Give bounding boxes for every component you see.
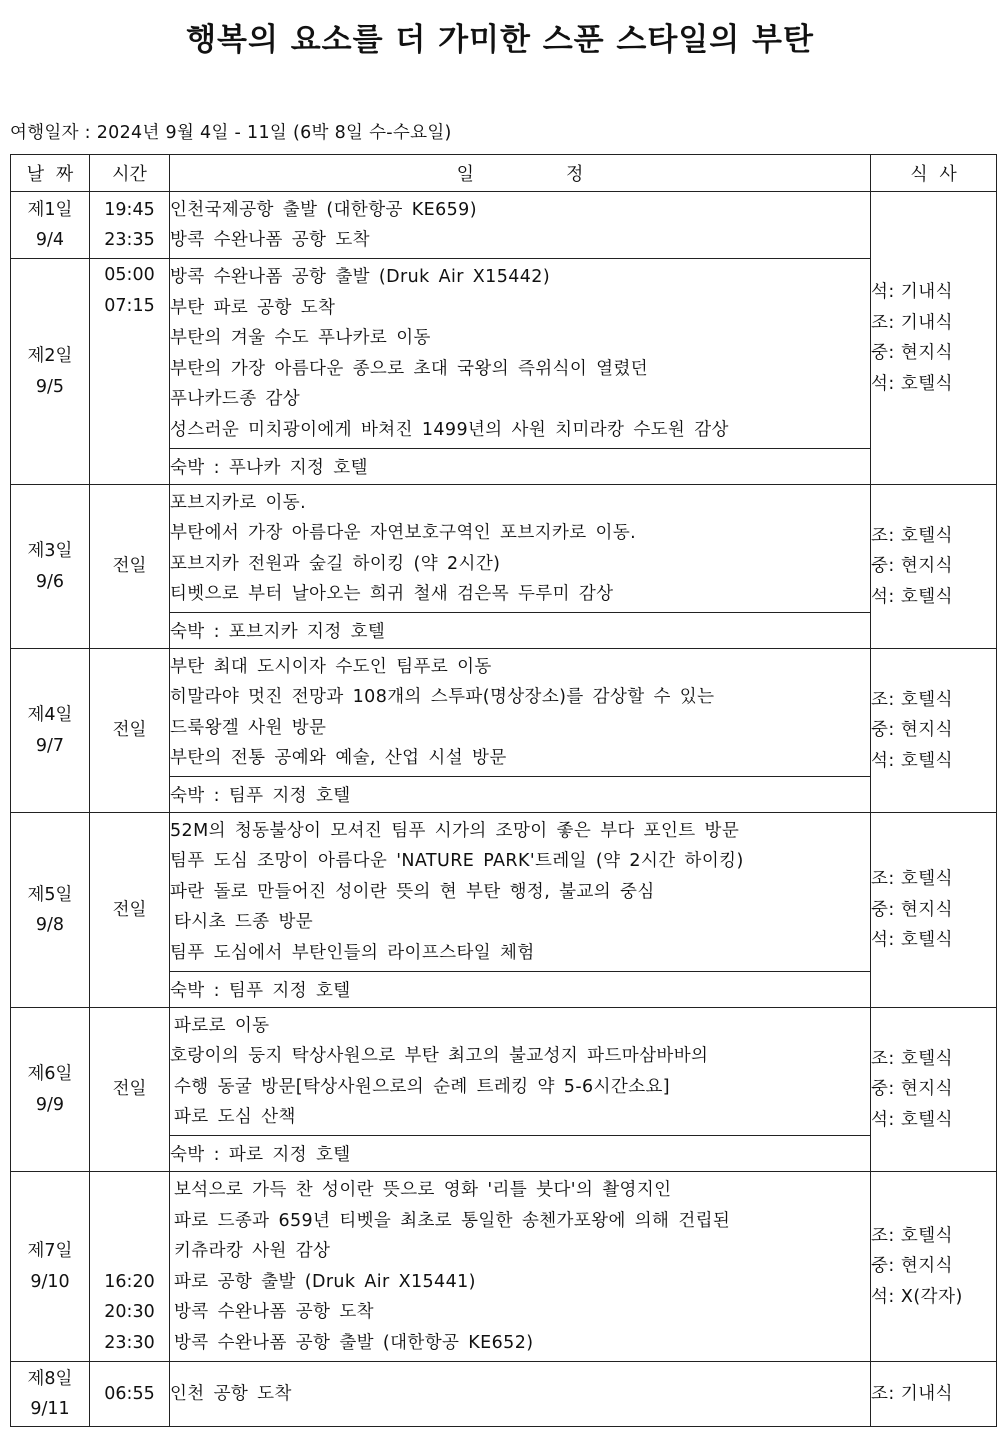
day-label: 제1일 [27,199,73,220]
meal-item: 조: 기내식 [871,1383,954,1404]
time-item: 16:20 [104,1271,155,1292]
day5-row [11,813,997,972]
header-time: 시간 [90,155,170,192]
meal-item: 중: 현지식 [871,1079,954,1100]
meal-item: 중: 현지식 [871,720,954,741]
header-schedule [170,155,871,192]
day-date: 9/7 [35,735,65,756]
time-item: 07:15 [104,295,155,316]
time-item: 06:55 [104,1383,155,1404]
day-label: 제8일 [27,1368,73,1389]
day8-schedule-cell [170,1362,871,1427]
schedule-line: 파란 돌로 만들어진 성이란 뜻의 현 부탄 행정, 불교의 중심 [170,881,655,902]
header-row [11,155,997,192]
day6-date-cell [11,1008,90,1172]
time-item: 23:30 [104,1332,155,1353]
day2-stay: 숙박 : 푸나카 지정 호텔 [170,449,871,485]
schedule-line: 방콕 수완나폼 공항 도착 [174,1302,374,1322]
meal-item: 석: 호텔식 [871,373,954,394]
time-item [90,1236,169,1267]
schedule-line: 파로 공항 출발 (Druk Air X15441) [174,1271,476,1292]
day1-date-cell [11,192,90,259]
day5-date-cell [11,813,90,1008]
day7-row [11,1172,997,1362]
day8-time-cell [90,1362,170,1427]
meal-item: 조: 호텔식 [871,1048,954,1069]
meal-item: 석: X(각자) [871,1286,963,1307]
day6-time-cell: 전일 [90,1008,170,1172]
day-label: 제3일 [27,541,73,561]
day-date: 9/5 [35,376,65,397]
day-label: 제4일 [27,705,73,725]
day7-date-cell [11,1172,90,1362]
day1-time-cell [90,192,170,259]
time-item: 20:30 [104,1302,155,1322]
schedule-line: 팀푸 도심에서 부탄인들의 라이프스타일 체험 [170,942,535,963]
schedule-line: 키츄라캉 사원 감상 [174,1241,331,1261]
day8-row [11,1362,997,1427]
day3-meal-cell [871,485,997,649]
schedule-line: 보석으로 가득 찬 성이란 뜻으로 영화 '리틀 붓다'의 촬영지인 [174,1180,672,1200]
schedule-line: 포브지카로 이동. [170,492,307,513]
day2-time-cell [90,259,170,485]
time-item: 19:45 [104,199,155,220]
schedule-line: 파로 드종과 659년 티벳을 최초로 통일한 송첸가포왕에 의해 건립된 [174,1210,731,1231]
day8-date-cell [11,1362,90,1427]
day6-meal-cell [871,1008,997,1172]
day-date: 9/10 [30,1271,70,1292]
meal-item: 조: 호텔식 [871,869,954,890]
day4-time-cell: 전일 [90,649,170,813]
day7-schedule-cell [170,1172,871,1362]
day8-meal-cell [871,1362,997,1427]
day4-meal-cell [871,649,997,813]
day3-schedule-cell [170,485,871,613]
day7-time-cell [90,1172,170,1362]
schedule-line: 인천국제공항 출발 (대한항공 KE659) [170,199,477,220]
schedule-line: 파로로 이동 [174,1015,270,1036]
schedule-line: 부탄에서 가장 아름다운 자연보호구역인 포브지카로 이동. [170,523,637,543]
day-label: 제2일 [27,346,73,366]
schedule-line: 포브지카 전원과 숲길 하이킹 (약 2시간) [170,553,501,574]
day2-row [11,259,997,449]
schedule-line: 인천 공항 도착 [170,1383,292,1404]
day1-2-meal-cell [871,192,997,485]
meal-item: 조: 호텔식 [871,689,954,710]
day-date: 9/11 [30,1399,70,1419]
meal-item: 석: 호텔식 [871,1109,954,1130]
header-date: 날 짜 [11,155,90,192]
meal-item: 중: 현지식 [871,556,954,577]
schedule-line: 부탄의 겨울 수도 푸나카로 이동 [170,328,431,348]
time-item: 23:35 [104,230,155,250]
schedule-line: 방콕 수완나폼 공항 도착 [170,230,370,250]
itinerary-table [10,154,997,1427]
day-date: 9/8 [35,915,65,935]
schedule-line: 드룩왕겔 사원 방문 [170,717,327,738]
day-date: 9/6 [35,571,65,592]
day1-row [11,192,997,259]
schedule-line: 부탄의 가장 아름다운 종으로 초대 국왕의 즉위식이 열렸던 [170,358,649,379]
time-item: 05:00 [104,265,155,285]
schedule-line: 팀푸 도심 조망이 아름다운 'NATURE PARK'트레일 (약 2시간 하이킹) [170,851,744,872]
day6-stay: 숙박 : 파로 지정 호텔 [170,1136,871,1172]
day5-stay: 숙박 : 팀푸 지정 호텔 [170,972,871,1008]
day2-date-cell [11,259,90,485]
schedule-line: 방콕 수완나폼 공항 출발 (대한항공 KE652) [174,1332,534,1353]
time-item [90,1206,169,1237]
day5-time-cell: 전일 [90,813,170,1008]
schedule-line: 티벳으로 부터 날아오는 희귀 철새 검은목 두루미 감상 [170,584,614,604]
day1-schedule-cell [170,192,871,259]
schedule-line: 타시초 드종 방문 [174,912,314,933]
schedule-line: 방콕 수완나폼 공항 출발 (Druk Air X15442) [170,267,551,287]
header-schedule-b: 정 [566,164,584,185]
day-date: 9/4 [35,230,65,250]
schedule-line: 성스러운 미치광이에게 바쳐진 1499년의 사원 치미라캉 수도원 감상 [170,419,729,440]
meal-item: 조: 호텔식 [871,525,954,546]
day-date: 9/9 [35,1094,65,1115]
header-schedule-a: 일 [456,164,474,185]
meal-item: 석: 호텔식 [871,750,954,771]
schedule-line: 호랑이의 둥지 탁상사원으로 부탄 최고의 불교성지 파드마삼바바의 [170,1046,709,1066]
day6-row [11,1008,997,1136]
day5-schedule-cell [170,813,871,972]
schedule-line: 파로 도심 산책 [174,1107,296,1127]
day4-date-cell [11,649,90,813]
time-item [90,1175,169,1206]
schedule-line: 부탄 최대 도시이자 수도인 팀푸로 이동 [170,656,492,677]
day7-meal-cell [871,1172,997,1362]
day-label: 제7일 [27,1241,73,1261]
meal-item: 석: 호텔식 [871,586,954,607]
day4-row [11,649,997,777]
day4-stay: 숙박 : 팀푸 지정 호텔 [170,777,871,813]
meal-item: 중: 현지식 [871,343,954,363]
day5-meal-cell [871,813,997,1008]
schedule-line: 수행 동굴 방문[탁상사원으로의 순례 트레킹 약 5-6시간소요] [174,1076,671,1097]
day-label: 제6일 [27,1064,73,1084]
meal-item: 조: 기내식 [871,312,954,333]
meal-item: 중: 현지식 [871,1256,954,1277]
day3-time-cell: 전일 [90,485,170,649]
page-title: 행복의 요소를 더 가미한 스푼 스타일의 부탄 [186,22,814,58]
schedule-line: 부탄의 전통 공예와 예술, 산업 시설 방문 [170,748,507,768]
travel-date: 여행일자 : 2024년 9월 4일 - 11일 (6박 8일 수-수요일) [10,123,452,143]
meal-item: 중: 현지식 [871,899,954,920]
meal-item: 조: 호텔식 [871,1225,954,1246]
day3-row [11,485,997,613]
day3-stay: 숙박 : 포브지카 지정 호텔 [170,613,871,649]
header-meal: 식 사 [871,155,997,192]
day2-schedule-cell [170,259,871,449]
meal-item: 석: 기내식 [871,282,954,302]
schedule-line: 푸나카드종 감상 [170,389,301,409]
day-label: 제5일 [27,884,73,905]
meal-item: 석: 호텔식 [871,930,954,951]
day3-date-cell [11,485,90,649]
schedule-line: 히말라야 멋진 전망과 108개의 스투파(명상장소)를 감상할 수 있는 [170,687,715,707]
schedule-line: 52M의 청동불상이 모셔진 팀푸 시가의 조망이 좋은 부다 포인트 방문 [170,820,740,841]
schedule-line: 부탄 파로 공항 도착 [170,297,336,318]
day6-schedule-cell [170,1008,871,1136]
day4-schedule-cell [170,649,871,777]
